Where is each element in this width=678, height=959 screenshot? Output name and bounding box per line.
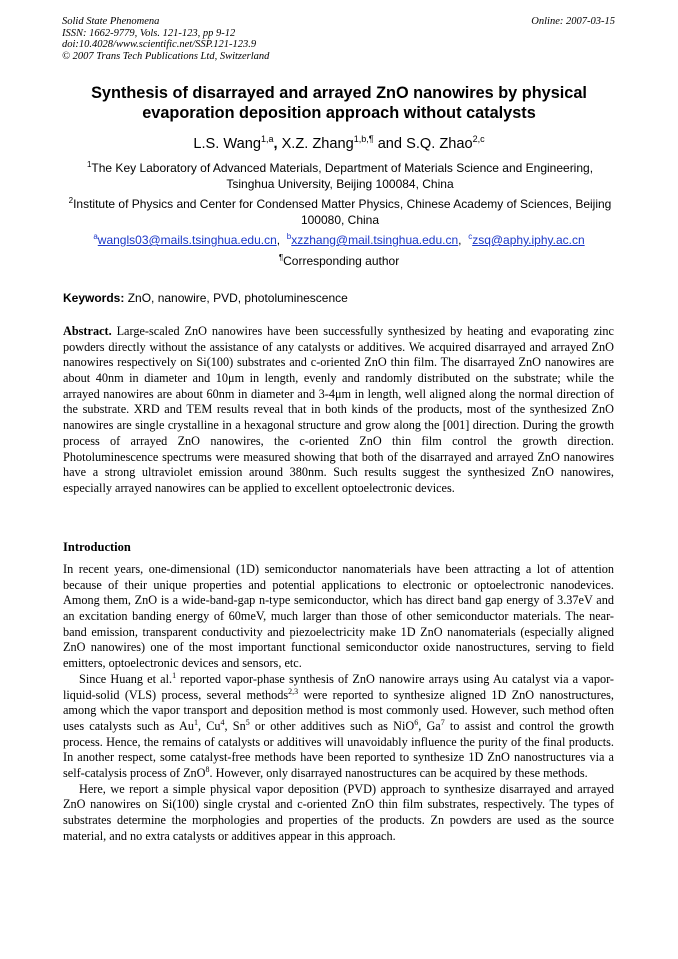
author-name: S.Q. Zhao xyxy=(406,136,473,152)
email-marker: c xyxy=(468,232,473,241)
citation-marker: 8 xyxy=(205,764,210,774)
abstract-text: Large-scaled ZnO nanowires have been successfully synthesized by heating and evaporating zinc powders directly without the assistance of any catalysts or additives. We acquired disarrayed and arrayed ZnO nanowires respectively on Si(100) substrates and c-oriented ZnO thin film. The disarrayed ZnO nanowires are about 40nm in diameter and 10μm in length, evenly and randomly distributed on the substrate; while the arrayed nanowires are about 60nm in diameter and 3-4μm in length, well aligned along the normal direction of the substrate. XRD and TEM results reveal that in both kinds of the products, most of the synthesized ZnO nanowires are single crystalline in a hexagonal structure and grow along the [001] direction. During the growth process of arrayed ZnO nanowires, the c-oriented ZnO thin film control the growth direction. Photoluminescence spectrums were measured showing that both of the disarrayed and arrayed ZnO nanowires have a strong ultraviolet emission around 380nm. Such results suggest the synthesized ZnO nanowires, especially arrayed nanowires can be applied to excellent optoelectronic devices. xyxy=(63,324,614,495)
citation-marker: 1 xyxy=(193,717,198,727)
email-list: $^a$wangls03@mails.tsinghua.edu.cn, $^b$xzzhang@mail.tsinghua.edu.cn, $^c$zsq@aphy.iphy.ac.cn xyxy=(93,232,585,247)
abstract-label: Abstract. xyxy=(63,324,112,338)
journal-header xyxy=(62,16,269,62)
paper-title: Synthesis of disarrayed and arrayed ZnO nanowires by physical evaporation deposition approach without catalysts xyxy=(91,84,587,122)
email-marker: a xyxy=(93,232,98,241)
email-marker: b xyxy=(286,232,292,241)
author-affil-marker: 1,a xyxy=(260,134,274,144)
email-link-a[interactable]: wangls03@mails.tsinghua.edu.cn xyxy=(97,233,277,247)
doi-line: doi:10.4028/www.scientific.net/SSP.121-123.9 xyxy=(62,39,257,51)
introduction-heading: Introduction xyxy=(63,540,131,554)
author-affil-marker: 1,b,¶ xyxy=(353,134,374,144)
corresponding-marker: ¶ xyxy=(278,253,284,262)
intro-text-segment: or other additives such as NiO xyxy=(249,718,415,733)
abstract-block xyxy=(63,324,614,497)
introduction-body xyxy=(63,562,614,844)
author-list xyxy=(58,135,620,153)
citation-marker: 2,3 xyxy=(288,686,299,696)
online-date: Online: 2007-03-15 xyxy=(531,16,615,27)
affiliation-text: Institute of Physics and Center for Condensed Matter Physics, Chinese Academy of Sciences, Beijing 100080, China xyxy=(73,197,612,227)
intro-text-segment: , Cu xyxy=(197,718,221,733)
corresponding-author-note xyxy=(58,253,620,269)
intro-text-segment: . However, only disarrayed nanostructures can be acquired by these methods. xyxy=(209,765,588,780)
keywords-label: Keywords: xyxy=(63,291,125,305)
email-link-b[interactable]: xzzhang@mail.tsinghua.edu.cn xyxy=(291,233,459,247)
intro-text-segment: Since Huang et al. xyxy=(79,671,173,686)
intro-text-segment: , Sn xyxy=(224,718,246,733)
email-link-c[interactable]: zsq@aphy.iphy.ac.cn xyxy=(472,233,585,247)
intro-text-segment: were reported to synthesize aligned 1D ZnO nanostructures, among which the vapor transport and deposition method is most commonly used. However, such method often uses catalysts such as Au xyxy=(63,687,614,733)
author-name: X.Z. Zhang xyxy=(281,136,354,152)
affiliation-marker: 2 xyxy=(68,196,74,205)
citation-marker: 7 xyxy=(440,717,445,727)
citation-marker: 5 xyxy=(245,717,250,727)
affiliation-text: The Key Laboratory of Advanced Materials, Department of Materials Science and Engineering, Tsinghua University, Beijing 100084, China xyxy=(91,161,594,191)
citation-marker: 4 xyxy=(220,717,225,727)
citation-marker: 6 xyxy=(414,717,419,727)
affiliation-1 xyxy=(62,160,618,192)
journal-name: Solid State Phenomena xyxy=(62,16,160,27)
intro-paragraph-3: Here, we report a simple physical vapor deposition (PVD) approach to synthesize disarrayed and arrayed ZnO nanowires on Si(100) single crystal and c-oriented ZnO thin film substrates, respectively. The types of substrates determine the morphologies and properties of the products. Zn powders are used as the source material, and no extra catalysts or additives appear in this approach. xyxy=(63,781,614,843)
copyright-line: © 2007 Trans Tech Publications Ltd, Switzerland xyxy=(62,50,270,62)
affiliation-marker: 1 xyxy=(86,160,92,169)
intro-text-segment: reported vapor-phase synthesis of ZnO nanowire arrays using Au catalyst via a vapor-liquid-solid (VLS) process, several methods xyxy=(63,671,614,702)
intro-text-segment: , Ga xyxy=(418,718,441,733)
author-name: L.S. Wang xyxy=(193,136,261,152)
author-affil-marker: 2,c xyxy=(472,134,485,144)
citation-marker: 1 xyxy=(172,670,177,680)
intro-text-segment: to assist and control the growth process. Hence, the remains of catalysts or additives will unavoidably influence the purity of the final products. In another respect, some catalyst-free methods have been reported to synthesize 1D ZnO nanostructures via a self-catalysis process of ZnO xyxy=(63,718,614,780)
intro-paragraph-1: In recent years, one-dimensional (1D) semiconductor nanomaterials have been attracting a lot of attention because of their unique properties and potential applications to electronic or optoelectronic nanodevices. Among them, ZnO is a wide-band-gap n-type semiconductor, which has direct band gap energy of 3.37eV and an excitation banding energy of 60meV, much larger than those of other semiconductor materials. The near-band emission, transparent conductivity and piezoelectricity make 1D ZnO nanomaterials (especially aligned ZnO nanowires) one of the most important functional semiconductor oxide nanostructures, serving to field emitters, optoelectronic devices and sensors, etc. xyxy=(63,562,614,671)
author-separator: , xyxy=(273,136,282,152)
author-separator: and xyxy=(373,136,407,152)
issn-line: ISSN: 1662-9779, Vols. 121-123, pp 9-12 xyxy=(62,27,236,39)
intro-paragraph-2 xyxy=(63,672,614,782)
keywords-text: ZnO, nanowire, PVD, photoluminescence xyxy=(127,291,348,305)
affiliation-2 xyxy=(62,196,618,228)
keywords-line xyxy=(63,290,348,306)
corresponding-text: Corresponding author xyxy=(283,254,400,268)
